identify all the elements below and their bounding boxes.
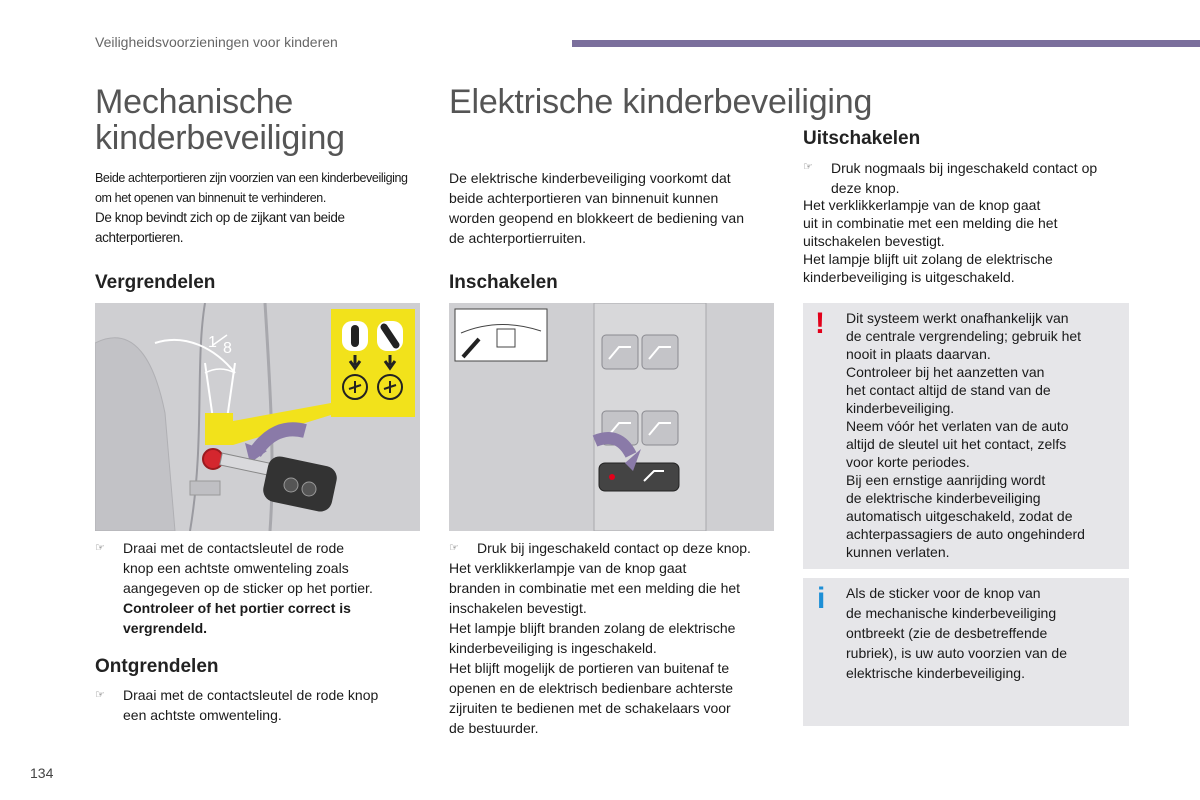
disable-bullet-line: deze knop. — [831, 180, 900, 196]
intro-line: Beide achterportieren zijn voorzien van een kinderbeveiliging — [95, 171, 408, 185]
hand-pointer-icon: ☞ — [803, 161, 813, 173]
intro-line: De elektrische kinderbeveiliging voorkomt dat — [449, 170, 731, 186]
info-text — [846, 583, 1121, 683]
enable-line: branden in combinatie met een melding die het — [449, 580, 741, 596]
warning-line: altijd de sleutel uit het contact, zelfs — [846, 436, 1067, 452]
enable-bullet — [449, 538, 779, 558]
unlock-heading: Ontgrendelen — [95, 656, 219, 677]
intro-line: om het openen van binnenuit te verhinderen. — [95, 191, 326, 205]
lock-bullet-line: Draai met de contactsleutel de rode — [123, 540, 345, 556]
warning-line: Bij een ernstige aanrijding wordt — [846, 472, 1046, 488]
warning-line: kunnen verlaten. — [846, 544, 950, 560]
lock-bullet-line: aangegeven op de sticker op het portier. — [123, 580, 373, 596]
lock-bullet-line: knop een achtste omwenteling zoals — [123, 560, 349, 576]
intro-line: achterportieren. — [95, 230, 184, 245]
hand-pointer-icon: ☞ — [95, 542, 105, 554]
warning-line: automatisch uitgeschakeld, zodat de — [846, 508, 1073, 524]
warning-line: de centrale vergrendeling; gebruik het — [846, 328, 1082, 344]
warning-box — [803, 303, 1129, 569]
mechanical-title — [95, 84, 345, 156]
section-header: Veiligheidsvoorzieningen voor kinderen — [95, 34, 338, 50]
lock-heading: Vergrendelen — [95, 272, 216, 293]
enable-line: kinderbeveiliging is ingeschakeld. — [449, 640, 657, 656]
enable-bullet-line: Druk bij ingeschakeld contact op deze knop. — [477, 540, 751, 556]
info-line: rubriek), is uw auto voorzien van de — [846, 645, 1067, 661]
warning-line: nooit in plaats daarvan. — [846, 346, 991, 362]
info-icon: i — [817, 582, 826, 615]
page-number: 134 — [30, 765, 54, 781]
enable-heading: Inschakelen — [449, 272, 558, 293]
mechanical-title-line1: Mechanische — [95, 83, 294, 121]
electric-switch-illustration — [449, 303, 774, 531]
disable-line: Het lampje blijft uit zolang de elektrische — [803, 251, 1053, 267]
enable-line: openen en de elektrisch bedienbare achterste — [449, 680, 734, 696]
mechanical-title-line2: kinderbeveiliging — [95, 119, 345, 157]
enable-description — [449, 558, 789, 738]
mechanical-lock-drawing — [95, 303, 420, 531]
warning-icon: ! — [815, 307, 825, 340]
disable-heading: Uitschakelen — [803, 128, 921, 149]
electric-title: Elektrische kinderbeveiliging — [449, 83, 873, 121]
disable-line: kinderbeveiliging is uitgeschakeld. — [803, 269, 1015, 285]
enable-line: inschakelen bevestigt. — [449, 600, 587, 616]
disable-bullet-line: Druk nogmaals bij ingeschakeld contact op — [831, 160, 1098, 176]
warning-text — [846, 309, 1121, 561]
warning-line: Dit systeem werkt onafhankelijk van — [846, 310, 1069, 326]
fraction-numerator: 1 — [208, 334, 217, 351]
enable-line: zijruiten te bedienen met de schakelaars voor — [449, 700, 731, 716]
warning-line: de elektrische kinderbeveiliging — [846, 490, 1041, 506]
hand-pointer-icon: ☞ — [449, 542, 459, 554]
unlock-bullet-line: een achtste omwenteling. — [123, 707, 282, 723]
warning-line: achterpassagiers de auto ongehinderd — [846, 526, 1085, 542]
info-box — [803, 578, 1129, 726]
warning-line: Neem vóór het verlaten van de auto — [846, 418, 1069, 434]
info-line: de mechanische kinderbeveiliging — [846, 605, 1057, 621]
warning-line: kinderbeveiliging. — [846, 400, 955, 416]
intro-line: De knop bevindt zich op de zijkant van beide — [95, 210, 345, 225]
unlock-bullet — [95, 685, 425, 725]
lock-bullet — [95, 538, 425, 638]
disable-bullet — [803, 158, 1133, 198]
info-line: elektrische kinderbeveiliging. — [846, 665, 1025, 681]
enable-line: Het blijft mogelijk de portieren van buitenaf te — [449, 660, 730, 676]
header-bar — [572, 40, 1200, 47]
fraction-denominator: 8 — [223, 340, 232, 357]
lock-bullet-bold-line: vergrendeld. — [123, 620, 208, 636]
warning-line: voor korte periodes. — [846, 454, 970, 470]
intro-line: worden geopend en blokkeert de bediening van — [449, 210, 745, 226]
mechanical-intro — [95, 168, 435, 248]
intro-line: de achterportierruiten. — [449, 230, 586, 246]
disable-line: uit in combinatie met een melding die het — [803, 215, 1058, 231]
electric-intro — [449, 168, 789, 248]
info-line: Als de sticker voor de knop van — [846, 585, 1041, 601]
info-line: ontbreekt (zie de desbetreffende — [846, 625, 1048, 641]
warning-line: Controleer bij het aanzetten van — [846, 364, 1045, 380]
enable-line: de bestuurder. — [449, 720, 539, 736]
warning-line: het contact altijd de stand van de — [846, 382, 1051, 398]
enable-line: Het lampje blijft branden zolang de elektrische — [449, 620, 736, 636]
lock-bullet-bold-line: Controleer of het portier correct is — [123, 600, 351, 616]
disable-line: Het verklikkerlampje van de knop gaat — [803, 197, 1041, 213]
enable-line: Het verklikkerlampje van de knop gaat — [449, 560, 687, 576]
hand-pointer-icon: ☞ — [95, 689, 105, 701]
sticker-yellow — [331, 309, 415, 417]
electric-switch-drawing — [449, 303, 774, 531]
unlock-bullet-line: Draai met de contactsleutel de rode knop — [123, 687, 379, 703]
disable-description — [803, 196, 1133, 286]
intro-line: beide achterportieren van binnenuit kunnen — [449, 190, 719, 206]
mechanical-lock-illustration — [95, 303, 420, 531]
disable-line: uitschakelen bevestigt. — [803, 233, 945, 249]
